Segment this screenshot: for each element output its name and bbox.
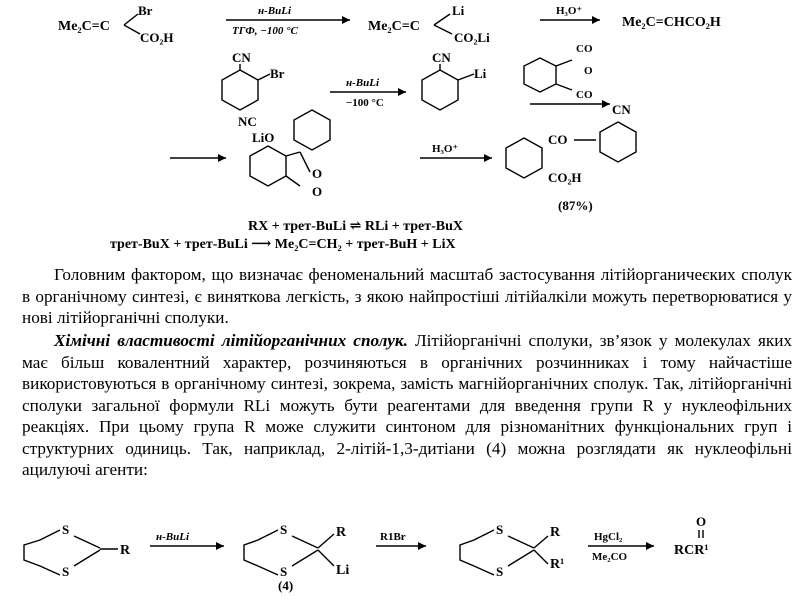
equation-1: RX + трет-BuLi ⇌ RLi + трет-BuX [248,219,464,234]
s2-co-b: CO [576,89,593,101]
s2-cn3: CN [612,102,631,117]
dithiane-3 [460,522,564,579]
s1-product: Me₂C=CHCO₂H [622,15,721,30]
bond [318,534,334,548]
s2-conditions: −100 °C [346,97,384,109]
r-group: R [120,543,131,558]
s-atom: S [62,522,70,537]
ketone-oxygen: O [696,514,707,529]
s2-co-link: CO [548,132,568,147]
arrow-3a-head [216,542,224,550]
li-atom: Li [336,563,350,578]
s2-co2h: CO₂H [548,170,582,185]
s2-o: O [584,65,593,77]
compound-label: (4) [278,578,294,593]
r-group: R [336,525,347,540]
s1-reactant: Me₂C=C [58,19,110,34]
bond [534,536,548,548]
s2-nc: NC [238,114,257,129]
s1-reagent: н-BuLi [258,5,291,17]
dithiane-ring [244,530,278,575]
reagent-3a: н-BuLi [156,531,189,543]
equation-2: трет-BuX + трет-BuLi ⟶ Me₂C=CH₂ + трет-BuH + LiX [110,237,456,252]
s-atom: S [496,522,504,537]
s-atom: S [496,564,504,579]
bond [74,550,100,566]
s-atom: S [62,564,70,579]
s1-li: Li [452,3,465,18]
dithiane-1 [24,522,131,579]
r-group: R [550,525,561,540]
reagent-3b: R1Br [380,531,406,543]
bond [292,536,318,548]
bond [508,550,534,566]
s1-br: Br [138,3,153,18]
solvent-3c: Me₂CO [592,551,628,563]
s1-conditions: ТГФ, −100 °C [232,25,298,37]
bond [74,536,100,548]
paragraph-body: Літійорганічні сполуки, зв’язок у молекулах яких має більш ковалентний характер, розчиняються в органічних розчинниках і тому найчастіше використовуються в органічному синтезі, зокрема, замість магнійорганічних сполук. Так, літійорганічні сполуки загальної формули RLi можуть бути реагентами для введення групи R у нуклеофільних реакціях. При цьому група R може служити синтоном для різноманітних функціональних груп і структурних одиниць. Так, наприклад, 2-літій-1,3-дитіани (4) можна розглядати як нуклеофільні ацилуючі агенти: [22,331,793,479]
bond [292,550,318,566]
bond [318,550,334,566]
s2-yield: (87%) [558,198,593,213]
bond [534,550,548,564]
s2-br: Br [270,66,285,81]
s2-co-a: CO [576,43,593,55]
s2-reagent: н-BuLi [346,77,379,89]
arrow-3b-head [418,542,426,550]
dithiane-ring [24,530,60,575]
s1-co2li: CO₂Li [454,30,490,45]
paragraph-heading: Хімічні властивості літійорганічних сполук. [54,331,408,350]
s2-ring-o: O [312,166,323,181]
s2-acid: H₃O⁺ [432,143,459,155]
ketone-product: RCR¹ [674,543,709,558]
s-atom: S [280,564,288,579]
arrow-3c-head [646,542,654,550]
r1-group: R¹ [550,557,565,572]
s2-lio: LiO [252,130,275,145]
s-atom: S [280,522,288,537]
s2-li: Li [474,66,487,81]
s2-carbonyl-o: O [312,184,323,199]
s1-co2h: CO₂H [140,30,174,45]
reagent-3c: HgCl₂ [594,531,623,543]
dithiane-2 [244,522,349,593]
paragraph-intro: Головним фактором, що визначає феноменальний масштаб застосування літійорганичеєких сполук в органічному синтезі, є виняткова легкість, з якою найпростіші літійалкіли можуть перетворюватися у нові літійорганічні сполуки. [22,265,792,327]
s2-cn: CN [232,50,251,65]
s2-cn2: CN [432,50,451,65]
dithiane-ring [460,530,494,575]
bond [508,536,534,548]
s1-acid: H₃O⁺ [556,5,583,17]
s1-intermediate: Me₂C=C [368,19,420,34]
